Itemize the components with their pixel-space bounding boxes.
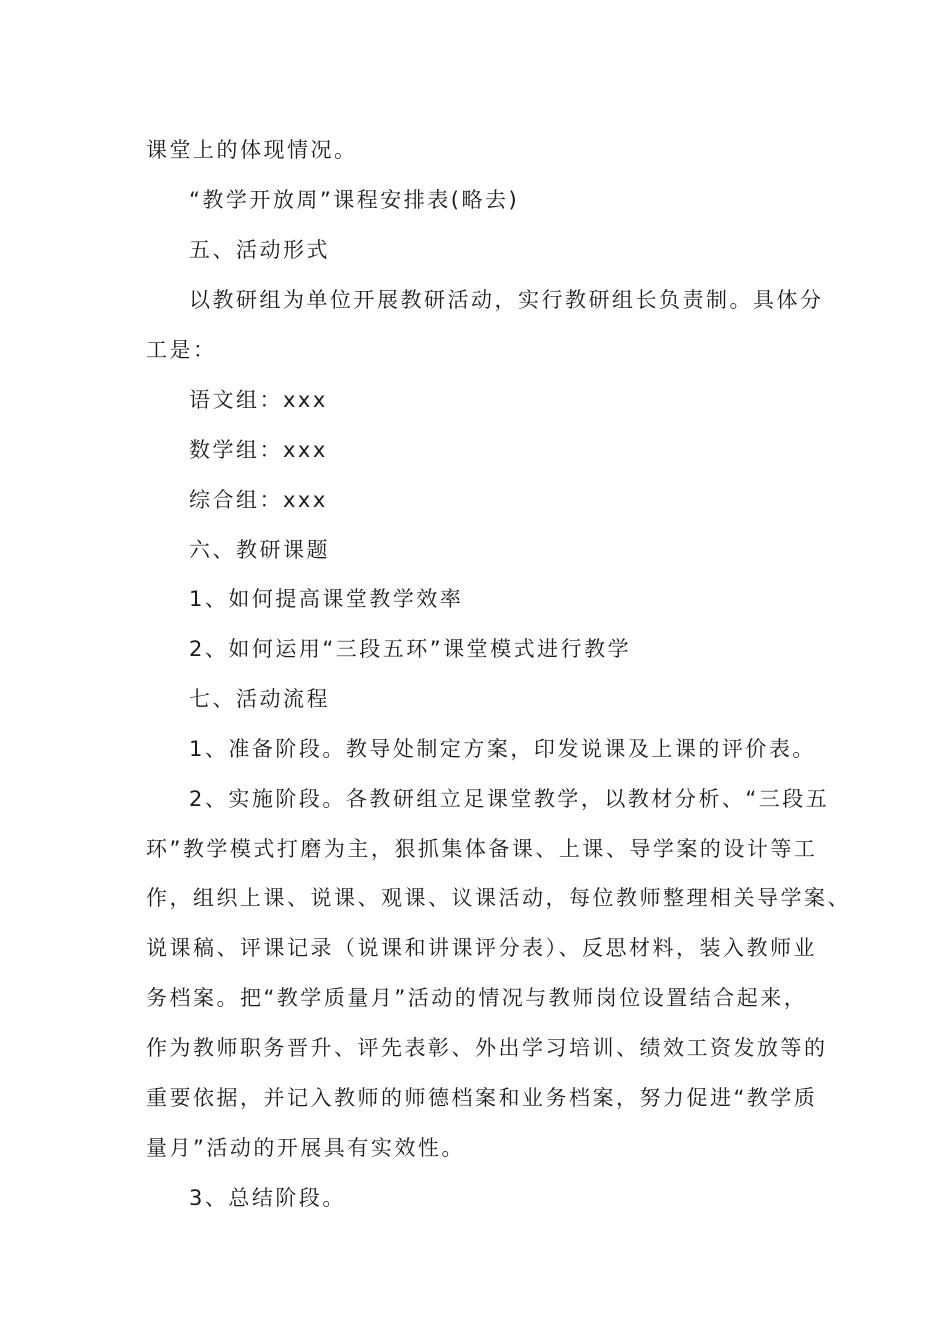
topic-item-1: 1、如何提高课堂教学效率	[189, 587, 464, 611]
text-line-schedule-note: “教学开放周”课程安排表(略去)	[189, 188, 520, 212]
section-heading-5: 五、活动形式	[189, 238, 330, 262]
paragraph-line: 重要依据，并记入教师的师德档案和业务档案，努力促进“教学质	[146, 1086, 818, 1110]
text-line-continuation: 课堂上的体现情况。	[146, 138, 358, 162]
paragraph-line: 环”教学模式打磨为主，狠抓集体备课、上课、导学案的设计等工	[146, 837, 818, 861]
section-heading-6: 六、教研课题	[189, 538, 330, 562]
group-chinese: 语文组：xxx	[189, 388, 328, 412]
paragraph-line: 以教研组为单位开展教研活动，实行教研组长负责制。具体分	[189, 288, 824, 312]
section-heading-7: 七、活动流程	[189, 687, 330, 711]
process-step-2: 2、实施阶段。各教研组立足课堂教学，以教材分析、“三段五	[189, 787, 830, 811]
process-step-1: 1、准备阶段。教导处制定方案，印发说课及上课的评价表。	[189, 737, 816, 761]
group-math: 数学组：xxx	[189, 438, 328, 462]
paragraph-line: 作，组织上课、说课、观课、议课活动，每位教师整理相关导学案、	[146, 886, 851, 910]
paragraph-line: 说课稿、评课记录（说课和讲课评分表）、反思材料，装入教师业	[146, 936, 817, 960]
process-step-3: 3、总结阶段。	[189, 1186, 346, 1210]
paragraph-line: 量月”活动的开展具有实效性。	[146, 1136, 465, 1160]
paragraph-line: 工是：	[146, 338, 217, 362]
paragraph-line: 务档案。把“教学质量月”活动的情况与教师岗位设置结合起来，	[146, 986, 808, 1010]
topic-item-2: 2、如何运用“三段五环”课堂模式进行教学	[189, 637, 632, 661]
paragraph-line: 作为教师职务晋升、评先表彰、外出学习培训、绩效工资发放等的	[146, 1036, 828, 1060]
group-comprehensive: 综合组：xxx	[189, 488, 328, 512]
